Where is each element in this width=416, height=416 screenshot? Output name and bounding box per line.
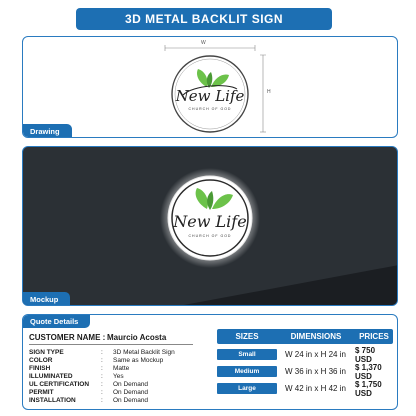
mockup-panel: [22, 146, 398, 306]
header-prices: PRICES: [359, 332, 389, 341]
quote-details-tag: Quote Details: [22, 314, 90, 328]
spec-label: COLOR: [29, 357, 53, 364]
spec-label: SIGN TYPE: [29, 349, 64, 356]
spec-colon: :: [101, 357, 103, 364]
price-value: $ 1,750 USD: [355, 379, 382, 398]
customer-name-value: Maurcio Acosta: [107, 333, 167, 342]
spec-value: Same as Mockup: [113, 357, 164, 364]
customer-name-label: CUSTOMER NAME :: [29, 333, 106, 342]
width-label: W: [201, 40, 206, 46]
spec-row: [29, 373, 193, 381]
size-badge: Large: [217, 383, 277, 394]
spec-value: On Demand: [113, 381, 149, 388]
price-row: [217, 379, 393, 398]
spec-row: [29, 365, 193, 373]
spec-row: [29, 389, 193, 397]
price-value: $ 1,370 USD: [355, 362, 382, 381]
mockup-logo-text: New Life: [173, 212, 247, 231]
customer-info: [29, 333, 193, 405]
dimension-value: W 42 in x H 42 in: [285, 384, 346, 393]
spec-colon: :: [101, 349, 103, 356]
price-value: $ 750 USD: [355, 345, 376, 364]
spec-label: PERMIT: [29, 389, 54, 396]
drawing-tag: Drawing: [22, 124, 72, 138]
spec-row: [29, 349, 193, 357]
size-badge: Medium: [217, 366, 277, 377]
spec-value: Matte: [113, 365, 130, 372]
spec-row: [29, 357, 193, 365]
spec-label: INSTALLATION: [29, 397, 76, 404]
price-rows: [217, 345, 393, 398]
spec-row: [29, 397, 193, 405]
price-row: [217, 362, 393, 381]
drawing-logo-text: New Life: [175, 87, 245, 105]
spec-value: On Demand: [113, 397, 149, 404]
spec-colon: :: [101, 381, 103, 388]
drawing-panel: [22, 36, 398, 138]
spec-value: Yes: [113, 373, 124, 380]
size-badge: Small: [217, 349, 277, 360]
spec-colon: :: [101, 365, 103, 372]
dimension-value: W 24 in x H 24 in: [285, 350, 346, 359]
mockup-tag: Mockup: [22, 292, 70, 306]
height-label: H: [267, 89, 271, 95]
spec-label: ILLUMINATED: [29, 373, 73, 380]
dimension-value: W 36 in x H 36 in: [285, 367, 346, 376]
drawing-logo-subtext: CHURCH OF GOD: [188, 107, 232, 111]
spec-value: 3D Metal Backlit Sign: [113, 349, 175, 356]
mockup-logo-subtext: CHURCH OF GOD: [188, 234, 232, 238]
header-sizes: SIZES: [235, 332, 259, 341]
spec-colon: :: [101, 373, 103, 380]
quote-details-panel: [22, 314, 398, 410]
page-title: 3D METAL BACKLIT SIGN: [76, 8, 332, 30]
spec-list: [29, 349, 193, 405]
header-dimensions: DIMENSIONS: [290, 332, 342, 341]
spec-colon: :: [101, 397, 103, 404]
spec-label: UL CERTIFICATION: [29, 381, 90, 388]
spec-row: [29, 381, 193, 389]
spec-value: On Demand: [113, 389, 149, 396]
price-table-header: [217, 329, 393, 344]
spec-label: FINISH: [29, 365, 51, 372]
spec-colon: :: [101, 389, 103, 396]
price-table: [217, 329, 393, 398]
price-row: [217, 345, 393, 364]
customer-name-row: [29, 333, 193, 345]
